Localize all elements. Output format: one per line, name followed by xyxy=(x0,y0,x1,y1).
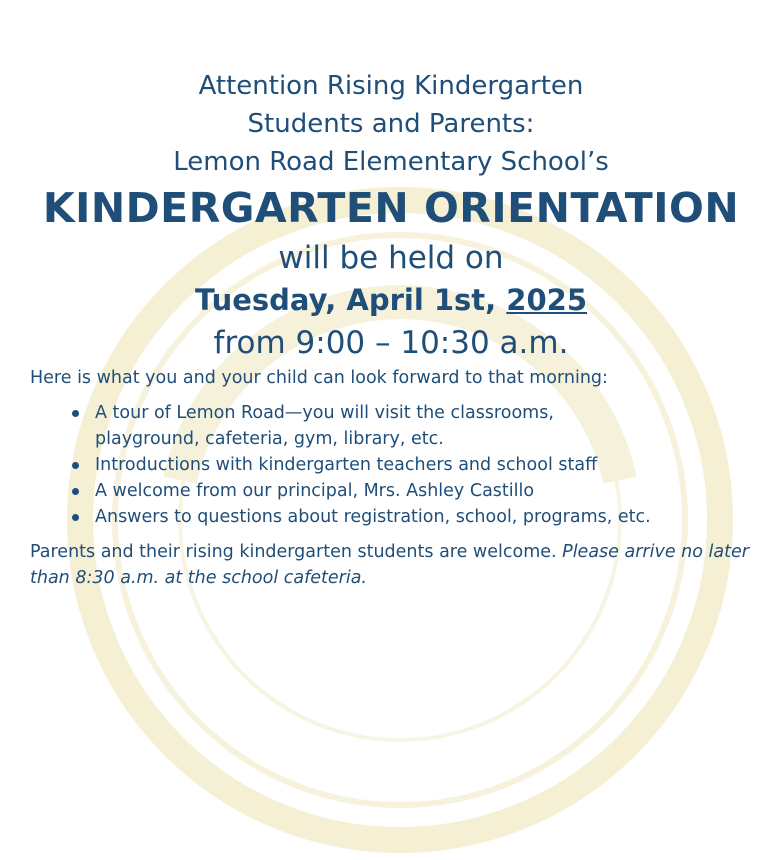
list-item: A welcome from our principal, Mrs. Ashley Castillo xyxy=(72,478,762,504)
event-date xyxy=(0,283,782,317)
closing-paragraph xyxy=(30,539,750,591)
header-line-1: Attention Rising Kindergarten xyxy=(198,71,584,101)
event-date-text: Tuesday, April 1st, xyxy=(195,283,507,317)
arrival-instructions: Please arrive no later than 8:30 a.m. at the school cafeteria. xyxy=(30,542,749,588)
header-line-3: Lemon Road Elementary School’s xyxy=(173,147,609,177)
activities-list xyxy=(72,400,762,530)
bullet-icon xyxy=(72,410,79,417)
header-line-2: Students and Parents: xyxy=(247,109,535,139)
lead-text: Here is what you and your child can look forward to that morning: xyxy=(30,368,608,388)
bullet-icon xyxy=(72,488,79,495)
held-on-text: will be held on xyxy=(278,240,504,276)
page-title: KINDERGARTEN ORIENTATION xyxy=(42,184,740,232)
bullet-icon xyxy=(72,462,79,469)
event-year: 2025 xyxy=(506,283,587,317)
event-time: from 9:00 – 10:30 a.m. xyxy=(213,325,569,361)
bullet-icon xyxy=(72,514,79,521)
list-item: A tour of Lemon Road—you will visit the classrooms, playground, cafeteria, gym, library, etc. xyxy=(72,400,762,452)
list-item: Introductions with kindergarten teachers and school staff xyxy=(72,452,762,478)
list-item: Answers to questions about registration, school, programs, etc. xyxy=(72,504,762,530)
closing-text: Parents and their rising kindergarten students are welcome. xyxy=(30,542,563,562)
